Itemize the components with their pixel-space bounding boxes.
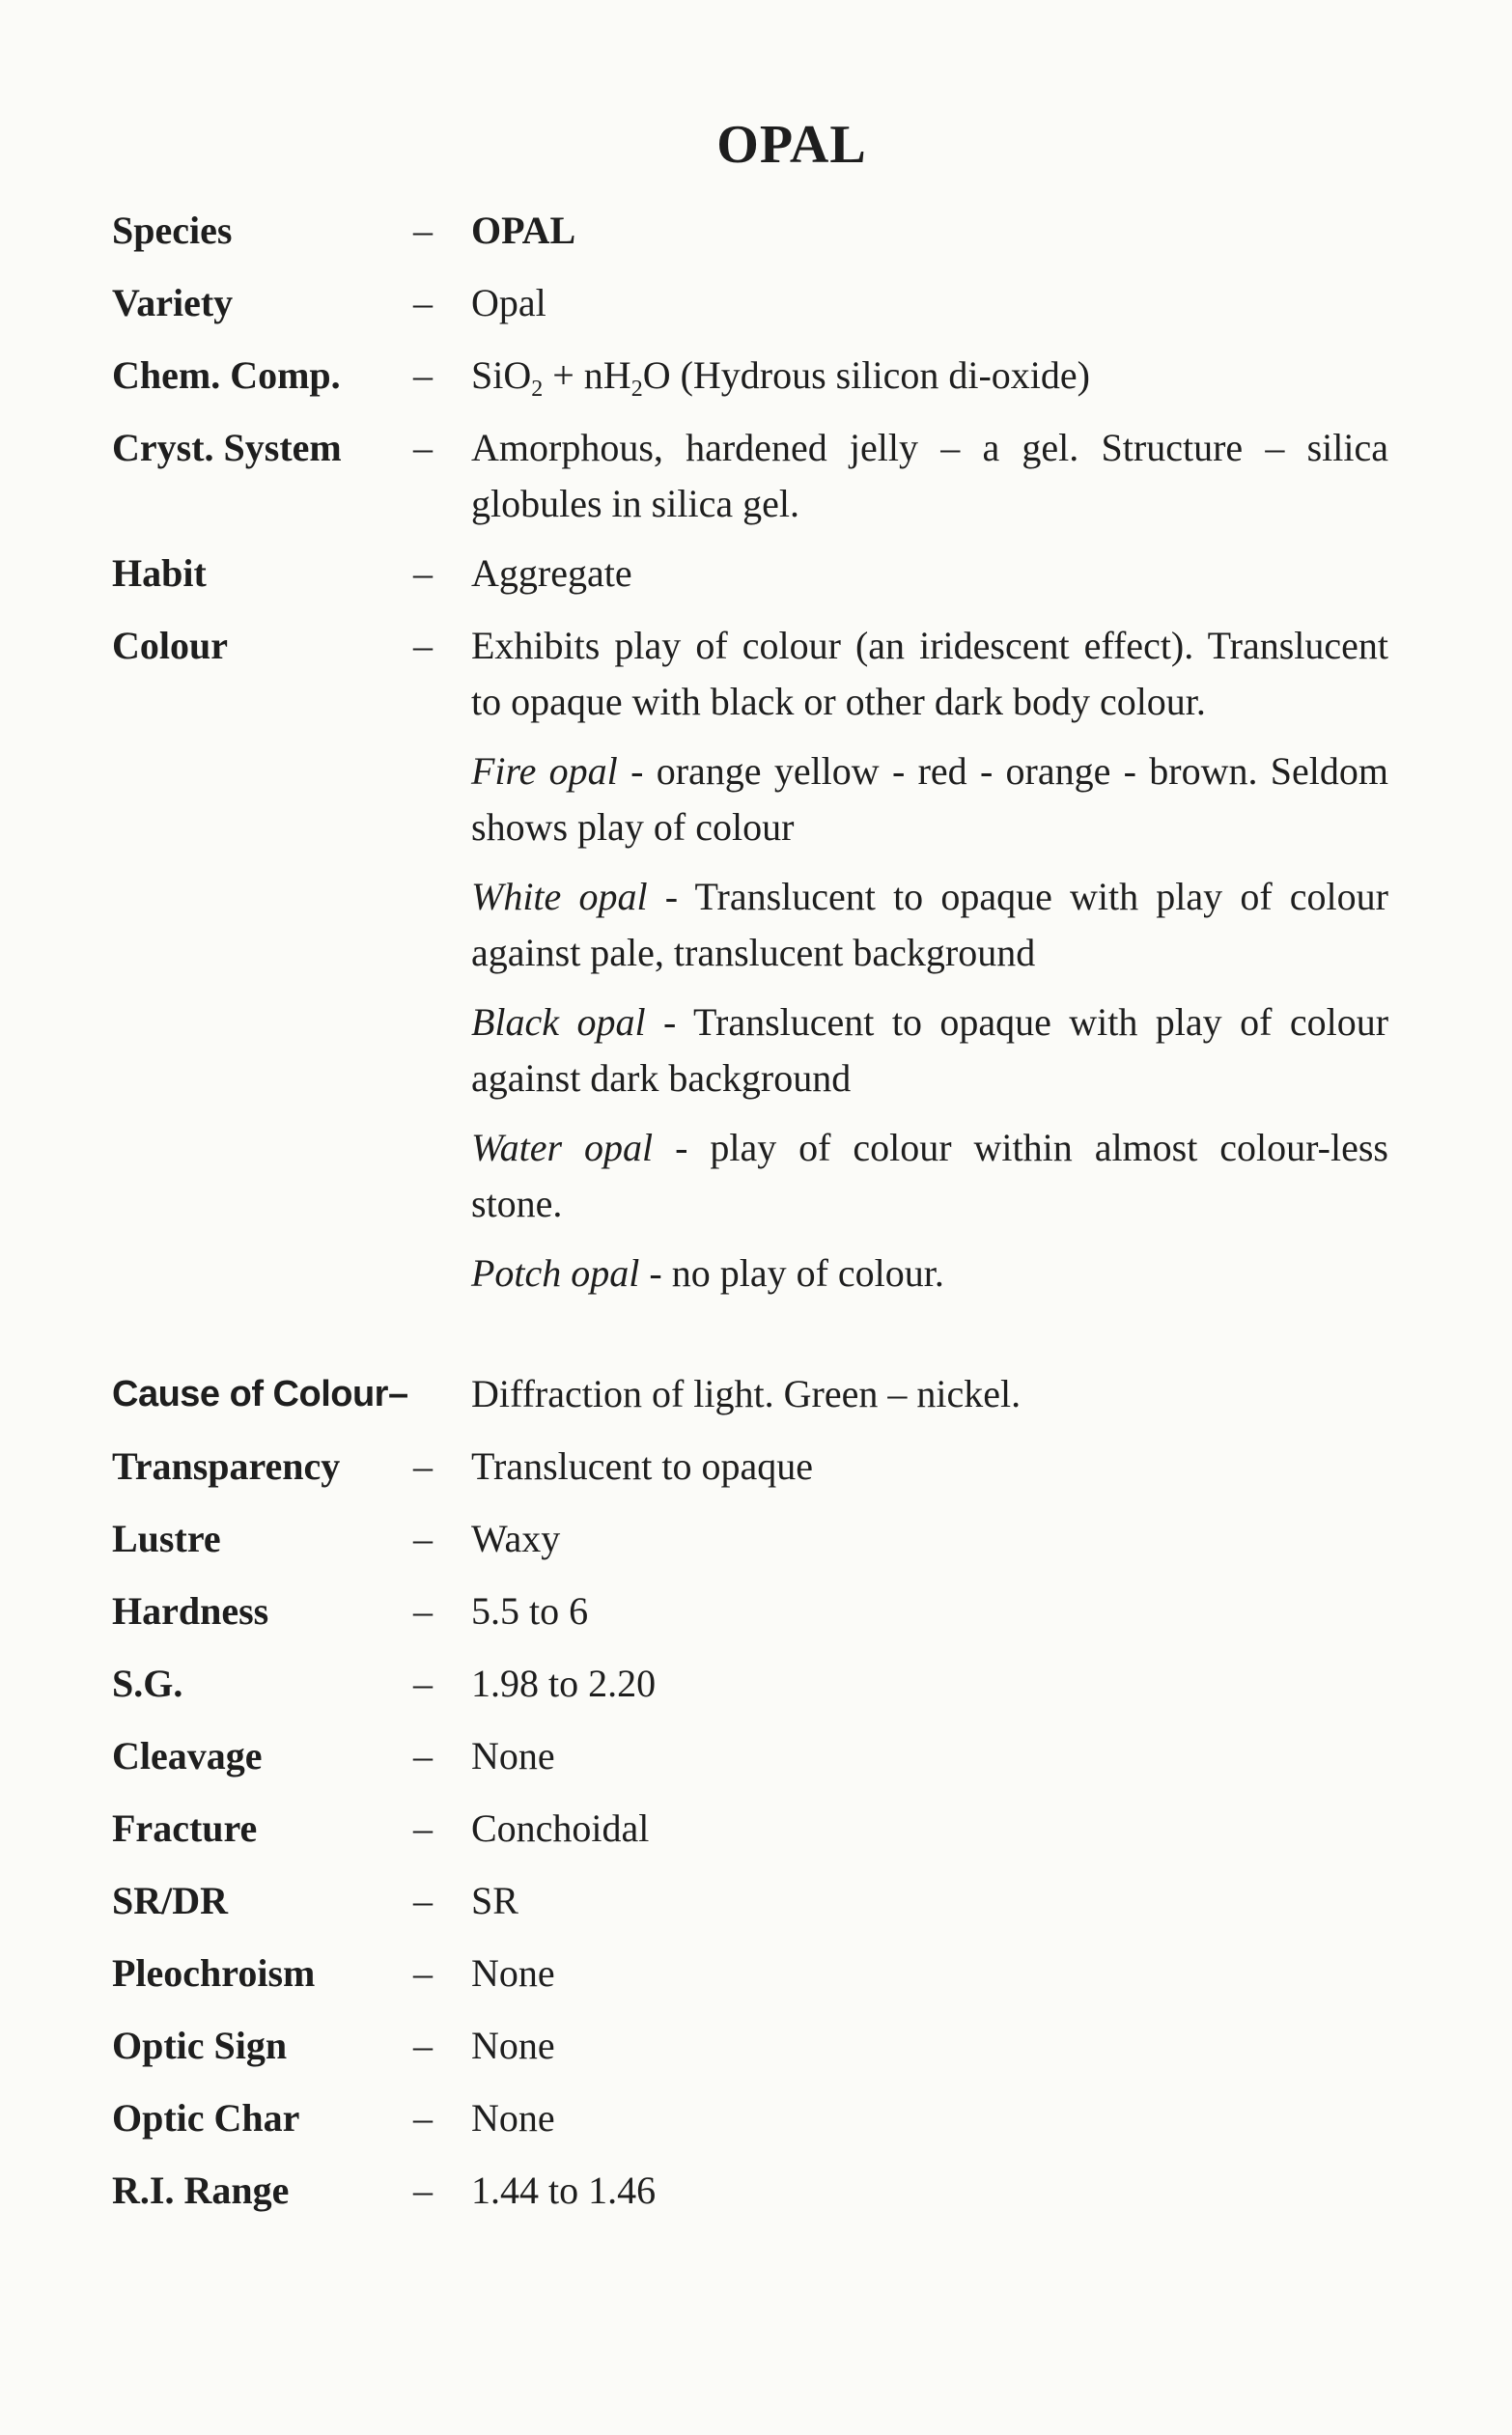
page-title: OPAL: [716, 115, 867, 175]
separator: –: [413, 2169, 433, 2212]
cryst-system-label: Cryst. System: [112, 426, 342, 469]
separator: –: [413, 1444, 433, 1488]
separator: –: [413, 624, 433, 667]
chem-comp-label: Chem. Comp.: [112, 353, 341, 397]
hardness-value: 5.5 to 6: [471, 1589, 589, 1633]
sg-label: S.G.: [112, 1662, 183, 1705]
ri-range-value: 1.44 to 1.46: [471, 2169, 657, 2212]
opal-variety-white: White opal - Translucent to opaque with play of colour against pale, translucent background: [471, 875, 1388, 974]
fracture-label: Fracture: [112, 1806, 258, 1850]
fracture-value: Conchoidal: [471, 1806, 650, 1850]
cleavage-value: None: [471, 1734, 555, 1777]
transparency-value: Translucent to opaque: [471, 1444, 814, 1488]
optic-char-label: Optic Char: [112, 2096, 300, 2140]
transparency-label: Transparency: [112, 1444, 341, 1488]
separator: –: [413, 209, 433, 252]
variety-value: Opal: [471, 281, 546, 324]
colour-label: Colour: [112, 624, 228, 667]
cause-of-colour-label: Cause of Colour–: [112, 1374, 408, 1414]
separator: –: [413, 1734, 433, 1777]
separator: –: [413, 1951, 433, 1995]
separator: –: [413, 1589, 433, 1633]
optic-char-value: None: [471, 2096, 555, 2140]
separator: –: [413, 2096, 433, 2140]
separator: –: [413, 1517, 433, 1560]
opal-variety-potch: Potch opal - no play of colour.: [471, 1251, 944, 1295]
optic-sign-value: None: [471, 2024, 555, 2067]
habit-label: Habit: [112, 551, 207, 595]
cleavage-label: Cleavage: [112, 1734, 263, 1777]
sg-value: 1.98 to 2.20: [471, 1662, 657, 1705]
ri-range-label: R.I. Range: [112, 2169, 290, 2212]
species-value: OPAL: [471, 209, 576, 252]
srdr-label: SR/DR: [112, 1879, 229, 1922]
cause-of-colour-value: Diffraction of light. Green – nickel.: [471, 1372, 1022, 1415]
separator: –: [413, 1879, 433, 1922]
cryst-system-value: Amorphous, hardened jelly – a gel. Structure – silica globules in silica gel.: [471, 426, 1388, 525]
chem-comp-value: $SiO_2 + nH_2O$ (Hydrous silicon di-oxide): [471, 353, 1090, 402]
optic-sign-label: Optic Sign: [112, 2024, 288, 2067]
pleochroism-label: Pleochroism: [112, 1951, 316, 1995]
variety-label: Variety: [112, 281, 234, 324]
srdr-value: SR: [471, 1879, 518, 1922]
lustre-label: Lustre: [112, 1517, 221, 1560]
colour-intro: Exhibits play of colour (an iridescent effect). Translucent to opaque with black or other dark body colour.: [471, 624, 1388, 723]
separator: –: [413, 551, 433, 595]
separator: –: [413, 426, 433, 469]
opal-variety-fire: Fire opal - orange yellow - red - orange - brown. Seldom shows play of colour: [471, 749, 1389, 849]
separator: –: [413, 2024, 433, 2067]
hardness-label: Hardness: [112, 1589, 269, 1633]
separator: –: [413, 1806, 433, 1850]
lustre-value: Waxy: [471, 1517, 561, 1560]
habit-value: Aggregate: [471, 551, 632, 595]
opal-variety-black: Black opal - Translucent to opaque with play of colour against dark background: [471, 1000, 1389, 1100]
opal-variety-water: Water opal - play of colour within almost colour-less stone.: [471, 1126, 1388, 1225]
separator: –: [413, 353, 433, 397]
separator: –: [413, 281, 433, 324]
colour-value: [471, 618, 1388, 1301]
separator: –: [413, 1662, 433, 1705]
pleochroism-value: None: [471, 1951, 555, 1995]
species-label: Species: [112, 209, 233, 252]
